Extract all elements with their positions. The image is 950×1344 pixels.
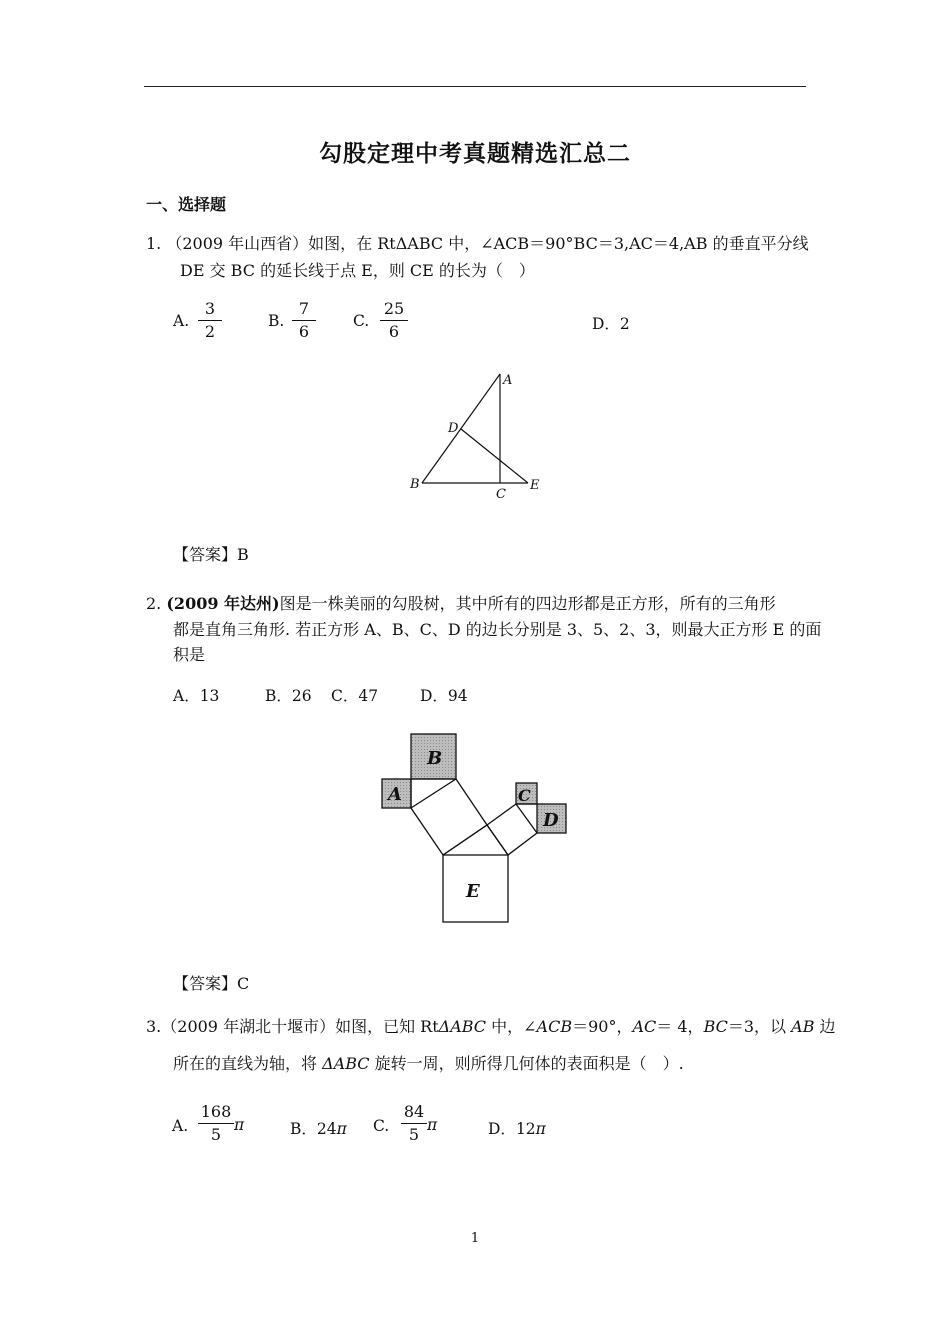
- q3-option-c-denominator: 5: [408, 1125, 420, 1144]
- q3-option-d: [488, 1117, 546, 1139]
- q3-option-c-pi: π: [427, 1116, 438, 1134]
- q3-bc: BC: [703, 1017, 728, 1036]
- q3-text-1b: 中，∠: [486, 1017, 537, 1036]
- left-middle-square: [411, 779, 487, 855]
- label-a: A: [503, 373, 513, 388]
- q3-text-2a: 所在的直线为轴，将: [173, 1054, 323, 1073]
- q1-option-c-fraction: [380, 298, 408, 343]
- q1-text-line2: DE 交 BC 的延长线于点 E，则 CE 的长为（ ）: [180, 261, 535, 280]
- segment-ba: [422, 374, 500, 483]
- q3-option-b: [290, 1117, 347, 1139]
- q3-triangle-2: ΔABC: [322, 1054, 370, 1073]
- q2-answer: 【答案】C: [173, 974, 250, 993]
- q1-option-c-numerator: 25: [380, 298, 408, 321]
- label-c: C: [496, 487, 506, 502]
- header-rule: [144, 86, 806, 87]
- q2-option-c: C．47: [331, 687, 379, 705]
- q3-number: 3.: [146, 1017, 162, 1036]
- q1-option-a-label: A.: [173, 312, 190, 330]
- q3-text-2b: 旋转一周，则所得几何体的表面积是（ ）.: [369, 1054, 684, 1073]
- q2-number: 2.: [146, 594, 162, 613]
- q3-text-1f: 边: [814, 1017, 836, 1036]
- q1-triangle-figure: [400, 365, 550, 505]
- q3-text-1e: ＝3，以: [727, 1017, 792, 1036]
- q3-option-d-label: D．: [488, 1120, 516, 1138]
- q3-option-a-label: A.: [172, 1117, 189, 1135]
- q3-text-1c: ＝90°，: [572, 1017, 633, 1036]
- q1-line1: [146, 230, 816, 257]
- q3-ab: AB: [791, 1017, 815, 1036]
- q3-option-a-pi: π: [234, 1116, 245, 1134]
- q1-option-c-denominator: 6: [388, 322, 400, 341]
- q1-number: 1.: [146, 234, 162, 253]
- page-number: 1: [470, 1231, 480, 1246]
- tri-e-right: [487, 825, 508, 855]
- q2-text-line1: 图是一株美丽的勾股树，其中所有的四边形都是正方形，所有的三角形: [279, 594, 776, 613]
- q2-text-line3: 积是: [173, 645, 206, 664]
- q3-text-1d: ＝ 4，: [656, 1017, 704, 1036]
- q3-line1: [146, 1013, 836, 1040]
- q2-source: (2009 年达州): [166, 594, 280, 613]
- q3-option-c-fraction: [401, 1101, 427, 1146]
- q3-option-b-pi: π: [336, 1120, 347, 1138]
- q1-answer: 【答案】B: [173, 545, 249, 564]
- section-heading: 一、选择题: [146, 195, 227, 214]
- label-e: E: [530, 478, 540, 493]
- tree-label-d: D: [543, 810, 559, 831]
- label-d: D: [448, 421, 459, 436]
- q1-option-a-numerator: 3: [198, 298, 222, 321]
- q2-option-a: A．13: [173, 687, 220, 705]
- label-b: B: [410, 477, 420, 492]
- q3-line2: [173, 1050, 684, 1077]
- q1-option-b-numerator: 7: [292, 298, 316, 321]
- tree-label-b: B: [427, 748, 443, 769]
- q3-option-a-denominator: 5: [210, 1125, 222, 1144]
- q1-option-b-label: B.: [268, 312, 285, 330]
- q3-option-b-label: B．: [290, 1120, 317, 1138]
- q3-option-a-fraction: [198, 1101, 234, 1146]
- q1-option-c-label: C.: [353, 312, 370, 330]
- q2-option-b: B．26: [265, 687, 312, 705]
- q3-option-d-value: 12: [515, 1120, 536, 1138]
- q3-option-c-label: C.: [373, 1117, 390, 1135]
- q3-option-c-numerator: 84: [401, 1101, 427, 1124]
- q2-option-d: D．94: [420, 687, 468, 705]
- q1-option-b-denominator: 6: [298, 322, 310, 341]
- q1-option-b-fraction: [292, 298, 316, 343]
- q3-option-a-numerator: 168: [198, 1101, 234, 1124]
- q3-option-d-pi: π: [535, 1120, 546, 1138]
- q3-text-1a: （2009 年湖北十堰市）如图，已知 Rt: [161, 1017, 439, 1036]
- q2-pythagoras-tree-figure: [370, 725, 580, 930]
- right-middle-square: [487, 804, 537, 855]
- q1-text-line1: （2009 年山西省）如图，在 RtΔABC 中，∠ACB＝90°BC＝3,AC＝4,AB 的垂直平分线: [166, 234, 809, 253]
- q1-option-a-denominator: 2: [204, 322, 216, 341]
- q2-line1: [146, 590, 776, 617]
- q3-angle-acb: ACB: [536, 1017, 573, 1036]
- q1-option-d: D．2: [592, 315, 630, 333]
- tri-e-left: [443, 825, 487, 855]
- tree-label-c: C: [518, 786, 531, 805]
- tree-label-a: A: [388, 784, 402, 805]
- tree-label-e: E: [466, 881, 480, 902]
- q3-option-b-value: 24: [316, 1120, 337, 1138]
- q3-ac: AC: [632, 1017, 657, 1036]
- q1-option-a-fraction: [198, 298, 222, 343]
- q2-text-line2: 都是直角三角形. 若正方形 A、B、C、D 的边长分别是 3、5、2、3，则最大正方形 E 的面: [173, 620, 822, 639]
- segment-de: [461, 429, 528, 483]
- page-title: 勾股定理中考真题精选汇总二: [319, 141, 631, 167]
- q3-triangle-1: ΔABC: [438, 1017, 487, 1036]
